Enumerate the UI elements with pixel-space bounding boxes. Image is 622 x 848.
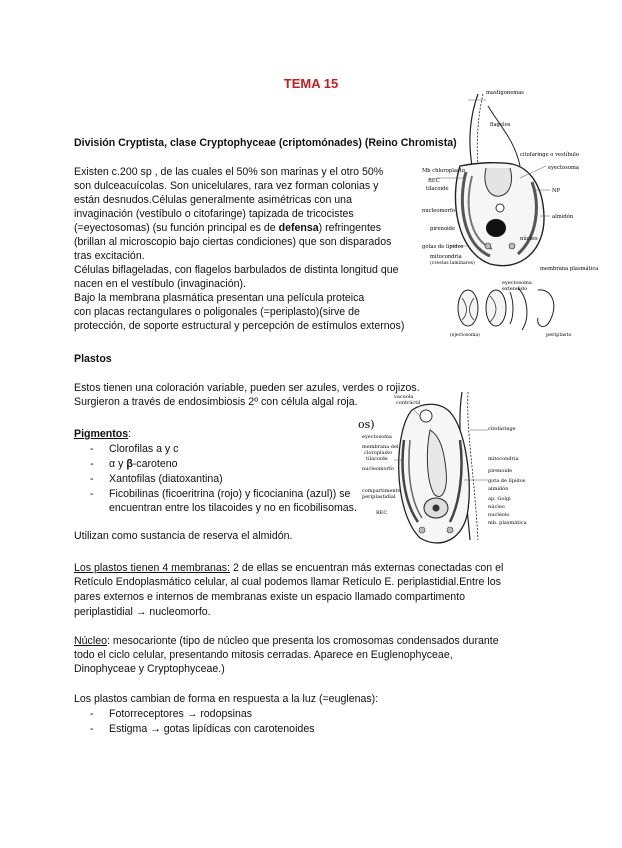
nucleolus [433, 505, 440, 512]
cryptomonad-cell-figure [420, 86, 600, 276]
label-almidon: almidón [552, 214, 574, 220]
label-golgi: ap. Golgi [488, 496, 511, 502]
label-contractil: contráctil [396, 400, 421, 406]
ejectosome-body [458, 290, 478, 326]
detail-diagram-svg [360, 390, 540, 550]
eyecto-text-pre: (=eyectosomas) (su función principal es de [74, 222, 279, 234]
intro-line: están desnudos.Células generalmente asimétricas con una [74, 194, 352, 206]
pigmentos-colon: : [128, 428, 132, 440]
plastos-line: Surgieron a través de endosimbiosis 2º con célula algal roja. [74, 396, 358, 408]
intro-line-eyectosomas [74, 222, 381, 234]
nucleus [486, 219, 506, 237]
section-heading: División Cryptista, clase Cryptophyceae (criptomónades) (Reino Chromista) [74, 137, 457, 149]
nucleo-line: todo el ciclo celular, presentando mitosis cerradas. Aparece en Euglenophyceae, [74, 649, 453, 661]
carotene-suffix: -caroteno [132, 458, 178, 470]
list-bullet: - [90, 708, 94, 720]
label-citofaringe: citofaringe [488, 426, 516, 432]
list-bullet: - [90, 458, 94, 470]
intro-line: tras excitación. [74, 250, 145, 262]
pigment-item: Ficobilinas (ficoeritrina (rojo) y ficocianina (azul)) se [109, 488, 351, 500]
label-periplastidial: periplastidial [362, 494, 396, 500]
lipid-drop [509, 243, 515, 249]
lipid-drop [485, 243, 491, 249]
label-mb-plasmatica: mb. plasmática [488, 520, 527, 526]
luz-line: Los plastos cambian de forma en respuesta a la luz (=euglenas): [74, 693, 379, 705]
label-almidon: almidón [488, 486, 509, 492]
membranas-line: periplastidial → nucleomorfo. [74, 606, 211, 618]
label-mitocondria: mitocondria [430, 254, 462, 260]
membranas-first-line [74, 562, 503, 574]
page-title: TEMA 15 [283, 76, 339, 91]
luz-item: Estigma → gotas lipídicas con carotenoides [109, 723, 315, 735]
label-crestas: (crestas laminares) [430, 261, 475, 266]
label-periplasto: periplasto [546, 332, 572, 338]
eyecto-text-post: ) refringentes [318, 222, 382, 234]
nucleo-line: Dinophyceae y Cryptophyceae.) [74, 663, 225, 675]
label-compartimento: compartimento [362, 488, 401, 494]
membranas-line: pares externos e internos de membranas existe un espacio llamado compartimento [74, 591, 465, 603]
list-bullet: - [90, 443, 94, 455]
nucleo-first-rest: : mesocarionte (tipo de núcleo que presenta los cromosomas condensados durante [106, 635, 499, 647]
pigment-item: Xantofilas (diatoxantina) [109, 473, 223, 485]
contractile-vacuole [420, 410, 432, 422]
ejectosome-svg [448, 278, 578, 338]
intro-line: protección, de soporte estructural y percepción de estímulos externos) [74, 320, 405, 332]
label-tilacoide: tilacoide [426, 186, 449, 192]
label-flagelos: flagelos [490, 122, 511, 128]
luz-item: Fotorreceptores → rodopsinas [109, 708, 253, 720]
nucleomorph [496, 204, 504, 212]
label-vacuola: vacuola [394, 394, 414, 400]
label-pirenoide: pirenoide [430, 226, 456, 232]
cryptophyte-detail-figure [360, 390, 540, 550]
pigment-item: Clorofilas a y c [109, 443, 179, 455]
label-np: NP [552, 188, 561, 194]
intro-line: Bajo la membrana plasmática presentan una película proteica [74, 292, 365, 304]
intro-line: son dulceacuícolas. Son unicelulares, rara vez forman colonias y [74, 180, 379, 192]
carotene-beta: β [126, 458, 133, 470]
gullet [485, 168, 512, 196]
label-nucleomorfo: nucleomorfo [422, 208, 456, 214]
plastos-heading: Plastos [74, 353, 112, 365]
intro-line: Existen c.200 sp , de las cuales el 50% son marinas y el otro 50% [74, 166, 384, 178]
pigment-item: encuentran entre los tilacoides y no en ficobilisomas. [109, 502, 357, 514]
pigment-item-carotene [109, 458, 178, 470]
label-membrana-del: membrana del [362, 444, 399, 450]
reserva-line: Utilizan como sustancia de reserva el almidón. [74, 530, 293, 542]
membranas-line: Retículo Endoplasmático celular, al cual podemos llamar Retículo E. periplastidial.Entre los [74, 576, 501, 588]
ejectosome-extended [510, 292, 513, 324]
label-mitocondria: mitocondria [488, 456, 519, 462]
intro-line: con placas rectangulares o poligonales (=periplasto)(sirve de [74, 306, 360, 318]
list-bullet: - [90, 473, 94, 485]
label-eyectosoma: eyectosoma [362, 434, 392, 440]
label-membrana: membrana plasmática [540, 266, 599, 272]
membranas-label: Los plastos tienen 4 membranas: [74, 562, 231, 574]
plastos-line: Estos tienen una coloración variable, pueden ser azules, verdes o rojizos. [74, 382, 420, 394]
cell-diagram-svg [420, 86, 600, 276]
intro-line: Células biflageladas, con flagelos barbulados de distinta longitud que [74, 264, 399, 276]
label-nucleo: núcleo [488, 504, 505, 510]
label-nucleolo: nucléolo [488, 512, 510, 518]
list-bullet: - [90, 723, 94, 735]
label-gotas-lipidos: gotas de lípidos [422, 244, 464, 250]
label-nucleomorfo: nucleomorfo [362, 466, 394, 472]
nucleo-label: Núcleo [74, 635, 107, 647]
label-pirenoide: pirenoide [488, 468, 513, 474]
intro-line: nacen en el vestíbulo (invaginación). [74, 278, 246, 290]
intro-line: invaginación (vestíbulo o citofaringe) tapizada de tricocistes [74, 208, 354, 220]
label-cloroplasto: cloroplasto [364, 450, 393, 456]
pigmentos-heading: Pigmentos [74, 428, 129, 440]
label-gota-lipidos: gota de lípidos [488, 478, 526, 484]
nucleo-first-line [74, 635, 499, 647]
label-rec: REC [428, 178, 440, 184]
label-rec: REC [376, 510, 388, 516]
label-tilacoide: tilacoide [366, 456, 388, 462]
flagellum-mastigonemes [468, 392, 478, 540]
eyecto-text-bold: defensa [278, 222, 319, 234]
membranas-first-rest: 2 de ellas se encuentran más externas conectadas con el [230, 562, 504, 574]
ejectosome-figure [448, 278, 578, 338]
label-mb-chloroplasto: Mb chloroplasto [422, 168, 465, 174]
intro-line: (brillan al microscopio bajo ciertas condiciones) que son disparados [74, 236, 392, 248]
label-eyectosoma-small: eyectosoma [502, 280, 532, 286]
list-bullet: - [90, 488, 94, 500]
label-eyectosoma: eyectosoma [548, 165, 579, 171]
label-nucleo: núcleo [520, 236, 538, 242]
pigmentos-heading-line [74, 428, 131, 440]
stray-text: os) [358, 418, 375, 431]
periplast-curve [538, 290, 554, 327]
label-extendido: extendido [502, 286, 527, 292]
label-mastigonemas: mastigonemas [486, 90, 524, 96]
label-citofaringe: citofaringe o vestíbulo [520, 152, 579, 158]
label-ejectosoma: (ejectosoma) [450, 333, 480, 338]
carotene-prefix: α y [109, 458, 127, 470]
flagellum-short [488, 106, 520, 166]
flagellum-mastigonemes [477, 94, 483, 166]
flagellum-long [470, 94, 478, 166]
